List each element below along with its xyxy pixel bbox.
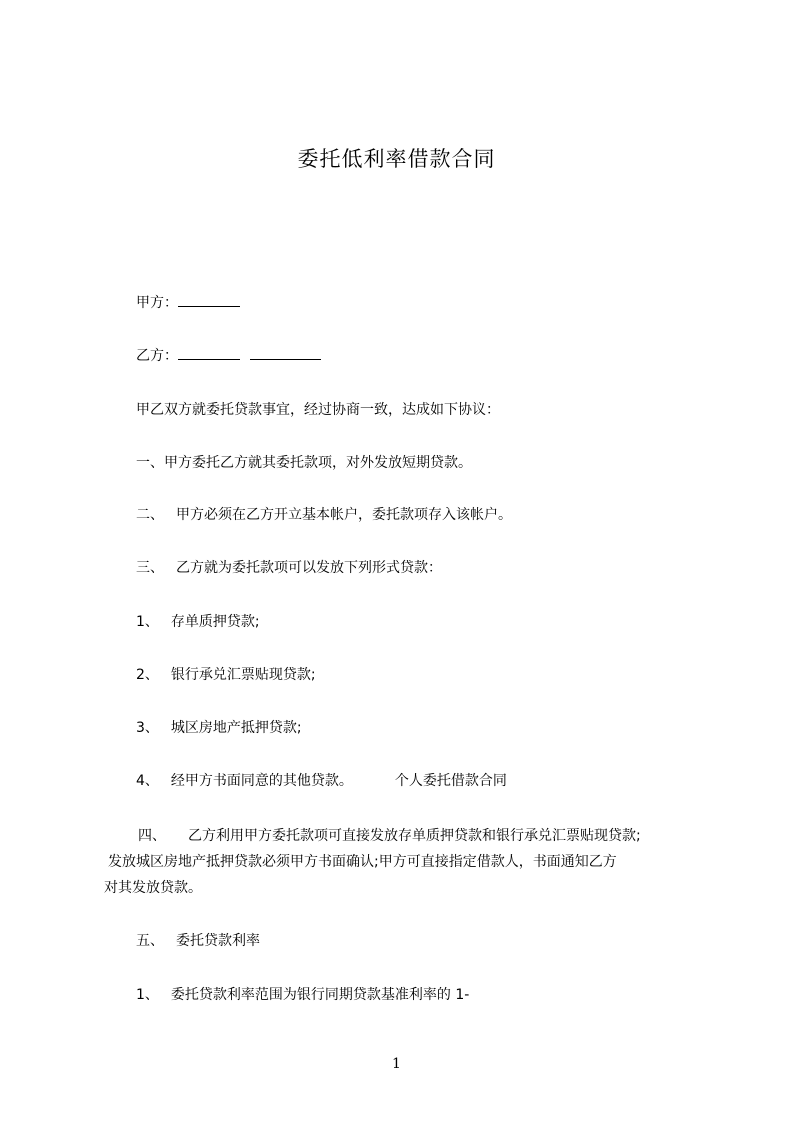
party-b-label: 乙方：	[136, 348, 178, 364]
clause-4-line-2	[104, 849, 714, 875]
party-b-blank-2	[250, 345, 321, 360]
party-b-blank-1	[178, 345, 240, 360]
loan-type-2-text: 银行承兑汇票贴现贷款;	[170, 667, 316, 683]
clause-4-text-1: 乙方利用甲方委托款项可直接发放存单质押贷款和银行承兑汇票贴现贷款;	[188, 828, 641, 844]
loan-type-1-number: 1、	[136, 614, 159, 630]
intro-text: 甲乙双方就委托贷款事宜，经过协商一致，达成如下协议：	[136, 402, 500, 418]
clause-4-text-2: 发放城区房地产抵押贷款必须甲方书面确认;甲方可直接指定借款人，书面通知乙方	[108, 854, 617, 870]
party-b-line	[136, 345, 321, 366]
clause-5-number: 五、	[136, 933, 164, 949]
loan-type-4-extra: 个人委托借款合同	[394, 773, 507, 789]
clause-5-text: 委托贷款利率	[176, 933, 260, 949]
loan-type-3-text: 城区房地产抵押贷款;	[170, 720, 302, 736]
party-a-blank	[178, 292, 240, 307]
loan-type-4-text: 经甲方书面同意的其他贷款。	[170, 773, 353, 789]
clause-2-number: 二、	[136, 507, 164, 523]
clause-1: 一、甲方委托乙方就其委托款项，对外发放短期贷款。	[136, 455, 472, 471]
loan-type-2-number: 2、	[136, 667, 159, 683]
party-a-label: 甲方：	[136, 295, 178, 311]
rate-item-1-text: 委托贷款利率范围为银行同期贷款基准利率的 1-	[170, 987, 470, 1003]
clause-3-text: 乙方就为委托款项可以发放下列形式贷款：	[176, 560, 442, 576]
loan-type-1-text: 存单质押贷款;	[170, 614, 260, 630]
loan-type-4	[136, 771, 507, 791]
document-title: 委托低利率借款合同	[297, 147, 496, 171]
clause-3-number: 三、	[136, 560, 164, 576]
page-number: 1	[392, 1056, 401, 1072]
loan-type-1	[136, 612, 260, 632]
clause-5	[136, 931, 260, 951]
clause-4	[104, 823, 714, 901]
clause-3	[136, 558, 442, 578]
rate-item-1-number: 1、	[136, 987, 159, 1003]
loan-type-4-number: 4、	[136, 773, 159, 789]
rate-item-1	[136, 985, 469, 1005]
clause-4-line-1	[104, 823, 714, 849]
clause-4-number: 四、	[138, 828, 166, 844]
clause-2-text: 甲方必须在乙方开立基本帐户，委托款项存入该帐户。	[176, 507, 512, 523]
clause-4-line-3: 对其发放贷款。	[104, 880, 202, 896]
party-a-line	[136, 292, 240, 313]
loan-type-3	[136, 718, 302, 738]
loan-type-3-number: 3、	[136, 720, 159, 736]
loan-type-2	[136, 665, 316, 685]
clause-2	[136, 505, 512, 525]
